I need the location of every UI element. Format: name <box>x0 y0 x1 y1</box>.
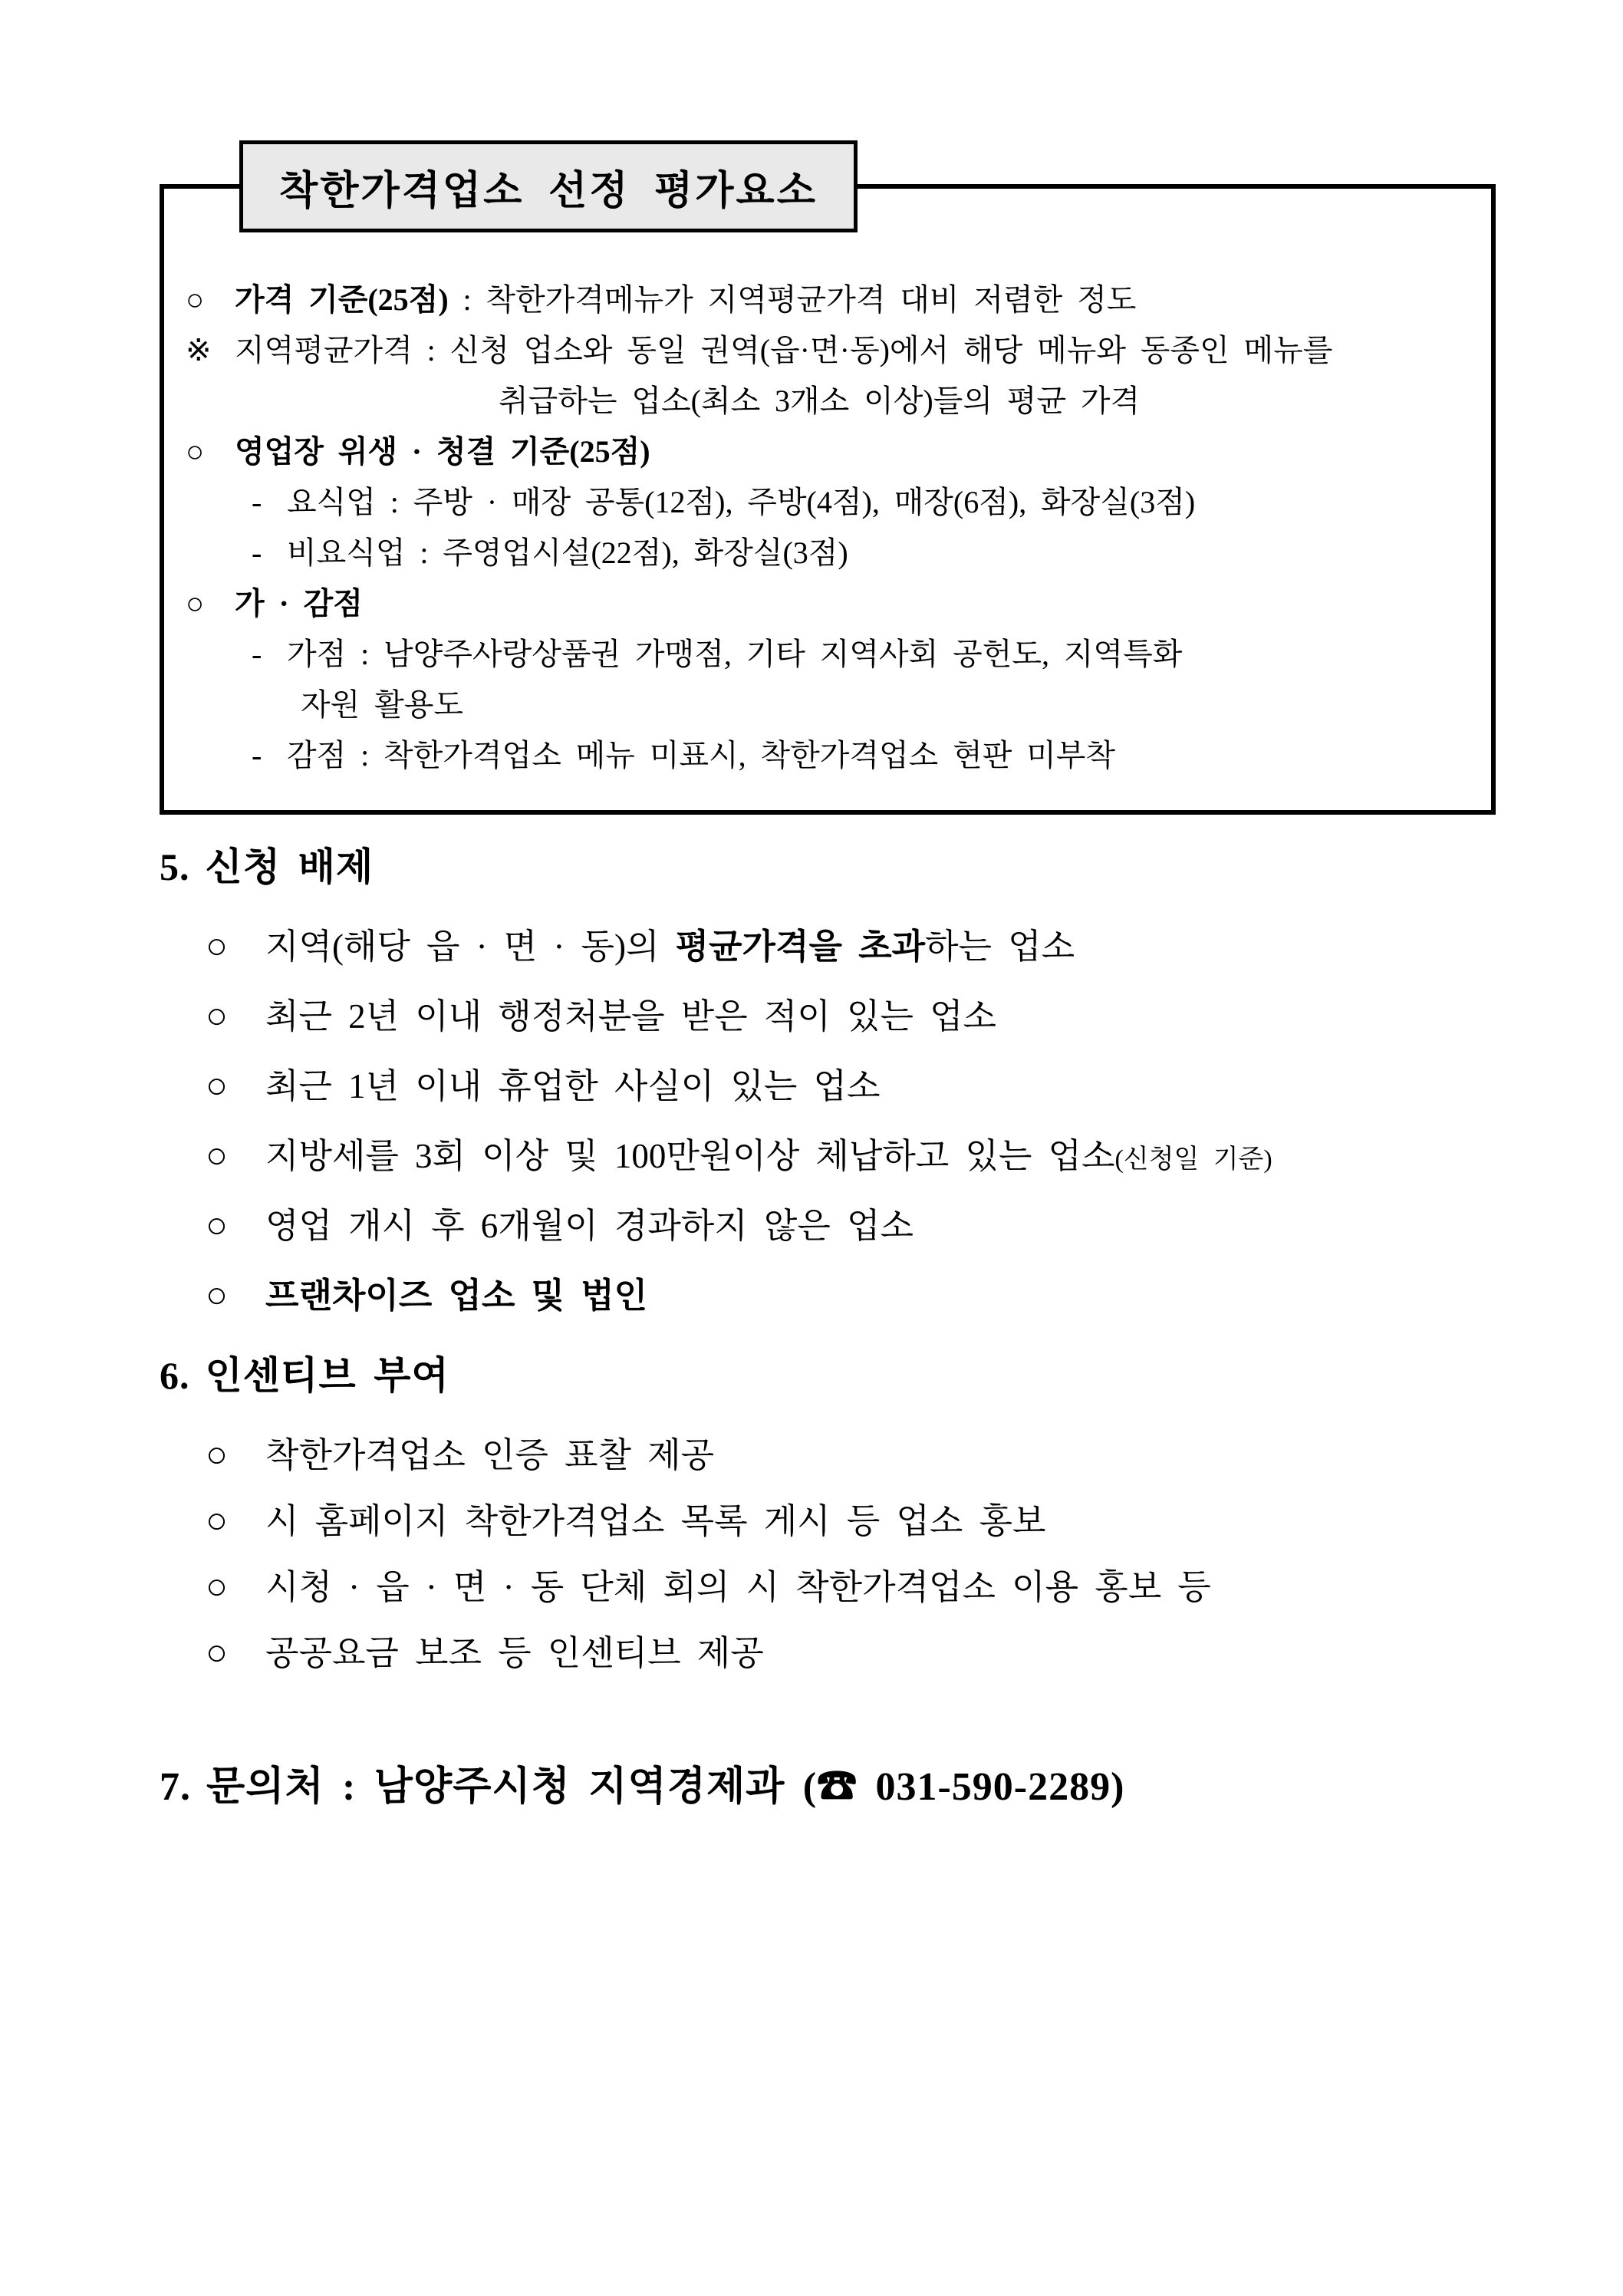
bullet-text: 지역(해당 읍 · 면 · 동)의 <box>265 927 676 966</box>
bullet-text: 최근 2년 이내 행정처분을 받은 적이 있는 업소 <box>265 997 997 1036</box>
list-item <box>160 1193 1509 1263</box>
evaluation-subitem <box>186 730 1470 781</box>
section-7-contact <box>160 1761 1509 1814</box>
section-number: 7. <box>160 1765 191 1809</box>
evaluation-subitem-text: 요식업 : 주방 · 매장 공통(12점), 주방(4점), 매장(6점), 화장실(3점) <box>287 485 1196 519</box>
bullet-text-bold: 평균가격을 초과 <box>675 927 926 966</box>
list-item <box>160 1053 1509 1123</box>
evaluation-subitem <box>186 528 1470 578</box>
circle-bullet-icon: ○ <box>206 1275 228 1316</box>
evaluation-subitem-text: 가점 : 남양주사랑상품권 가맹점, 기타 지역사회 공헌도, 지역특화 <box>287 637 1183 671</box>
section-heading <box>160 1761 1509 1814</box>
circle-bullet-icon: ○ <box>206 1066 228 1106</box>
evaluation-item <box>186 578 1470 629</box>
circle-bullet-icon: ○ <box>206 1205 228 1246</box>
circle-bullet-icon: ○ <box>206 1632 228 1673</box>
bullet-text: 공공요금 보조 등 인센티브 제공 <box>265 1634 764 1672</box>
circle-bullet-icon: ○ <box>186 586 205 621</box>
section-heading <box>160 840 1509 894</box>
bullet-text: 영업 개시 후 6개월이 경과하지 않은 업소 <box>265 1207 914 1245</box>
bullet-text: 최근 1년 이내 휴업한 사실이 있는 업소 <box>265 1067 881 1105</box>
section-bullet-list <box>160 914 1509 1332</box>
evaluation-note-continued <box>186 376 1470 427</box>
circle-bullet-icon: ○ <box>186 434 205 469</box>
evaluation-note <box>186 325 1470 376</box>
evaluation-subitem <box>186 477 1470 528</box>
section-title: 인센티브 부여 <box>205 1354 449 1397</box>
bullet-text: 지방세를 3회 이상 및 100만원이상 체납하고 있는 업소 <box>265 1137 1115 1175</box>
section-number: 6. <box>160 1354 190 1397</box>
evaluation-item-label: 영업장 위생 · 청결 기준(25점) <box>235 434 650 469</box>
section-title: 신청 배제 <box>205 845 374 888</box>
evaluation-note-text: 지역평균가격 : 신청 업소와 동일 권역(읍·면·동)에서 해당 메뉴와 동종인 메뉴를 <box>235 333 1333 367</box>
evaluation-subitem-continued <box>186 680 1470 730</box>
list-item <box>160 1422 1509 1488</box>
evaluation-item-label: 가격 기준(25점) <box>235 282 449 317</box>
circle-bullet-icon: ○ <box>206 1500 228 1541</box>
bullet-text-bold: 프랜차이즈 업소 및 법인 <box>265 1276 648 1315</box>
section-title: 문의처 : 남양주시청 지역경제과 (☎ 031-590-2289) <box>206 1765 1125 1809</box>
bullet-text: 시 홈페이지 착한가격업소 목록 게시 등 업소 홍보 <box>265 1502 1046 1540</box>
section-heading <box>160 1349 1509 1402</box>
section-6-incentives <box>160 1349 1509 1686</box>
evaluation-note-text: 취급하는 업소(최소 3개소 이상)들의 평균 가격 <box>499 384 1141 418</box>
list-item <box>160 983 1509 1053</box>
dash-bullet-icon: - <box>252 485 262 519</box>
section-bullet-list <box>160 1422 1509 1686</box>
list-item <box>160 914 1509 983</box>
list-item <box>160 1554 1509 1620</box>
list-item <box>160 1488 1509 1554</box>
circle-bullet-icon: ○ <box>206 1566 228 1607</box>
section-5-exclusions <box>160 840 1509 1332</box>
bullet-text: 하는 업소 <box>925 927 1075 966</box>
evaluation-box <box>160 169 1496 815</box>
circle-bullet-icon: ○ <box>186 282 205 317</box>
evaluation-box-title: 착한가격업소 선정 평가요소 <box>239 140 858 232</box>
evaluation-subitem-text: 감점 : 착한가격업소 메뉴 미표시, 착한가격업소 현판 미부착 <box>287 738 1116 772</box>
list-item <box>160 1263 1509 1332</box>
bullet-text-small: (신청일 기준) <box>1114 1145 1272 1174</box>
list-item <box>160 1620 1509 1686</box>
evaluation-item-text: : 착한가격메뉴가 지역평균가격 대비 저렴한 정도 <box>448 282 1137 317</box>
evaluation-subitem <box>186 629 1470 680</box>
evaluation-item-label: 가 · 감점 <box>235 586 363 621</box>
section-number: 5. <box>160 845 190 888</box>
bullet-text: 시청 · 읍 · 면 · 동 단체 회의 시 착한가격업소 이용 홍보 등 <box>265 1568 1211 1606</box>
circle-bullet-icon: ○ <box>206 926 228 967</box>
circle-bullet-icon: ○ <box>206 1435 228 1475</box>
bullet-text: 착한가격업소 인증 표찰 제공 <box>265 1436 715 1474</box>
evaluation-item <box>186 275 1470 325</box>
evaluation-subitem-text: 자원 활용도 <box>301 687 463 722</box>
circle-bullet-icon: ○ <box>206 1135 228 1176</box>
list-item <box>160 1123 1509 1193</box>
evaluation-item <box>186 427 1470 477</box>
circle-bullet-icon: ○ <box>206 996 228 1036</box>
note-mark-icon: ※ <box>186 333 212 367</box>
dash-bullet-icon: - <box>252 738 262 772</box>
evaluation-subitem-text: 비요식업 : 주영업시설(22점), 화장실(3점) <box>287 535 848 570</box>
dash-bullet-icon: - <box>252 637 262 671</box>
dash-bullet-icon: - <box>252 535 262 570</box>
